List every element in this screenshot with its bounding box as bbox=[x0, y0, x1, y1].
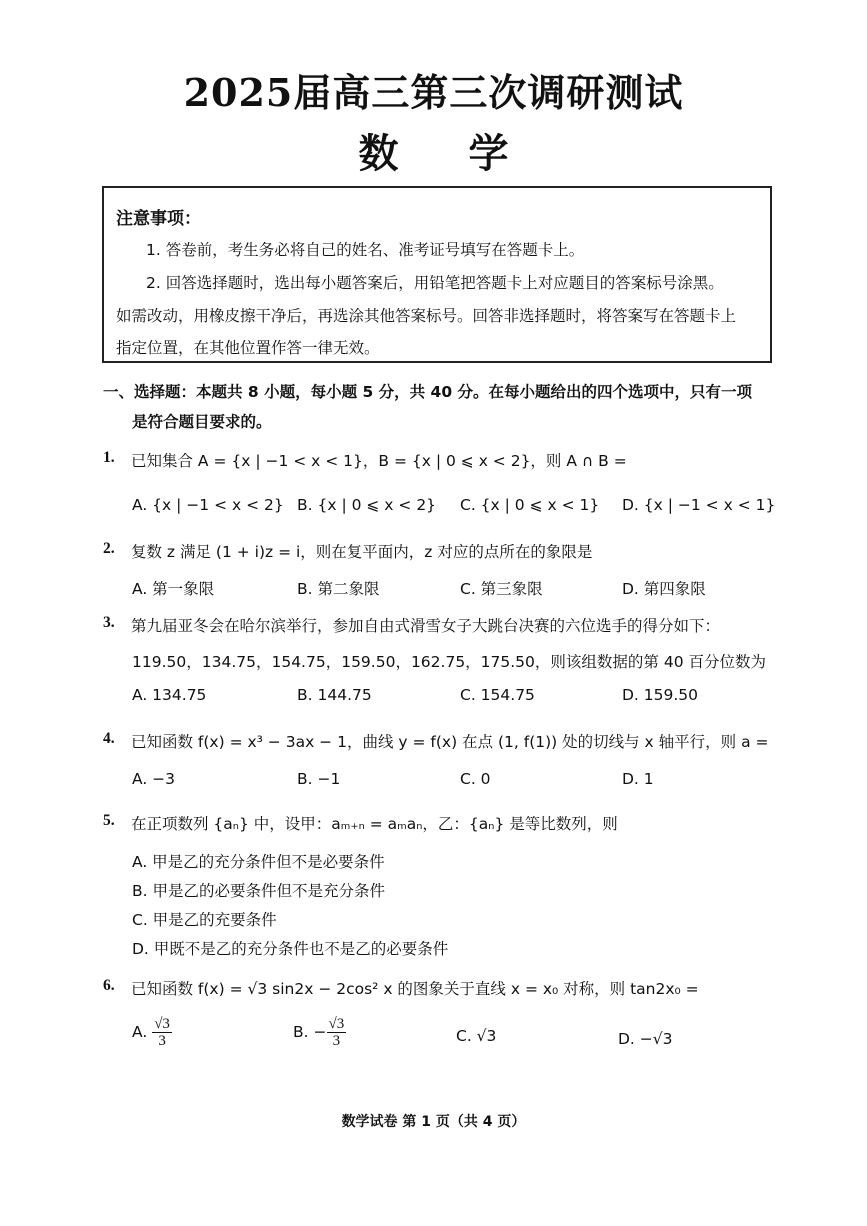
question-stem-cont: 119.50，134.75，154.75，159.50，162.75，175.50，则该组数据的第 40 百分位数为 bbox=[132, 653, 766, 671]
option-d: D. 第四象限 bbox=[622, 580, 706, 598]
option-label: A. bbox=[132, 1023, 148, 1041]
fraction-numerator: √3 bbox=[328, 1016, 345, 1032]
option-d: D. 1 bbox=[622, 770, 654, 788]
question-number: 5. bbox=[103, 812, 115, 829]
option-a: A. {x | −1 < x < 2} bbox=[132, 496, 284, 514]
notice-title: 注意事项： bbox=[116, 209, 201, 229]
fraction bbox=[327, 1016, 347, 1049]
fraction-denominator: 3 bbox=[158, 1033, 166, 1049]
fraction-numerator: √3 bbox=[154, 1016, 170, 1032]
question-stem: 已知集合 A = {x | −1 < x < 1}，B = {x | 0 ⩽ x < 2}，则 A ∩ B = bbox=[131, 452, 627, 470]
notice-item: 2. 回答选择题时，选出每小题答案后，用铅笔把答题卡上对应题目的答案标号涂黑。 bbox=[146, 274, 724, 292]
option-a: A. 第一象限 bbox=[132, 580, 215, 598]
question-stem: 已知函数 f(x) = √3 sin2x − 2cos² x 的图象关于直线 x = x₀ 对称，则 tan2x₀ = bbox=[131, 980, 699, 998]
section-heading-cont: 是符合题目要求的。 bbox=[132, 413, 272, 431]
option-a: A. −3 bbox=[132, 770, 176, 788]
option-c: C. 154.75 bbox=[460, 686, 535, 704]
exam-title: 2025届高三第三次调研测试 bbox=[183, 70, 684, 115]
option-c: C. 0 bbox=[460, 770, 491, 788]
option-d: D. {x | −1 < x < 1} bbox=[622, 496, 776, 514]
option-d: D. 甲既不是乙的充分条件也不是乙的必要条件 bbox=[132, 940, 449, 958]
option-b: B. 144.75 bbox=[297, 686, 372, 704]
notice-item: 1. 答卷前，考生务必将自己的姓名、准考证号填写在答题卡上。 bbox=[146, 241, 585, 259]
section-heading: 一、选择题：本题共 8 小题，每小题 5 分，共 40 分。在每小题给出的四个选项中，只有一项 bbox=[103, 383, 753, 401]
option-b: B. 甲是乙的必要条件但不是充分条件 bbox=[132, 882, 385, 900]
question-number: 2. bbox=[103, 540, 115, 557]
question-stem: 在正项数列 {aₙ} 中，设甲：aₘ₊ₙ = aₘaₙ，乙：{aₙ} 是等比数列，则 bbox=[131, 815, 618, 833]
question-number: 6. bbox=[103, 977, 115, 994]
question-number: 1. bbox=[103, 449, 115, 466]
option-c: C. {x | 0 ⩽ x < 1} bbox=[460, 496, 600, 514]
question-number: 4. bbox=[103, 730, 115, 747]
minus-sign: − bbox=[313, 1023, 327, 1041]
question-stem: 复数 z 满足 (1 + i)z = i，则在复平面内，z 对应的点所在的象限是 bbox=[131, 543, 593, 561]
fraction bbox=[152, 1016, 172, 1049]
option-b: B. 第二象限 bbox=[297, 580, 380, 598]
subject-title: 数学 bbox=[358, 131, 579, 177]
option-d: D. −√3 bbox=[618, 1030, 673, 1048]
option-a: A. 134.75 bbox=[132, 686, 207, 704]
notice-item: 指定位置，在其他位置作答一律无效。 bbox=[116, 339, 380, 357]
question-number: 3. bbox=[103, 614, 115, 631]
question-stem: 已知函数 f(x) = x³ − 3ax − 1，曲线 y = f(x) 在点 (1, f(1)) 处的切线与 x 轴平行，则 a = bbox=[131, 733, 769, 751]
fraction-denominator: 3 bbox=[332, 1033, 341, 1049]
option-c: C. 第三象限 bbox=[460, 580, 543, 598]
option-d: D. 159.50 bbox=[622, 686, 699, 704]
option-label: B. bbox=[293, 1023, 309, 1041]
notice-item: 如需改动，用橡皮擦干净后，再选涂其他答案标号。回答非选择题时，将答案写在答题卡上 bbox=[116, 307, 737, 325]
option-a bbox=[132, 1016, 172, 1049]
notice-box bbox=[102, 186, 772, 363]
option-b bbox=[293, 1016, 346, 1049]
option-a: A. 甲是乙的充分条件但不是必要条件 bbox=[132, 853, 385, 871]
option-b: B. −1 bbox=[297, 770, 341, 788]
option-c: C. √3 bbox=[456, 1027, 497, 1045]
question-stem: 第九届亚冬会在哈尔滨举行，参加自由式滑雪女子大跳台决赛的六位选手的得分如下： bbox=[131, 617, 721, 635]
option-c: C. 甲是乙的充要条件 bbox=[132, 911, 277, 929]
option-b: B. {x | 0 ⩽ x < 2} bbox=[297, 496, 437, 514]
page-footer: 数学试卷 第 1 页（共 4 页） bbox=[341, 1114, 526, 1130]
